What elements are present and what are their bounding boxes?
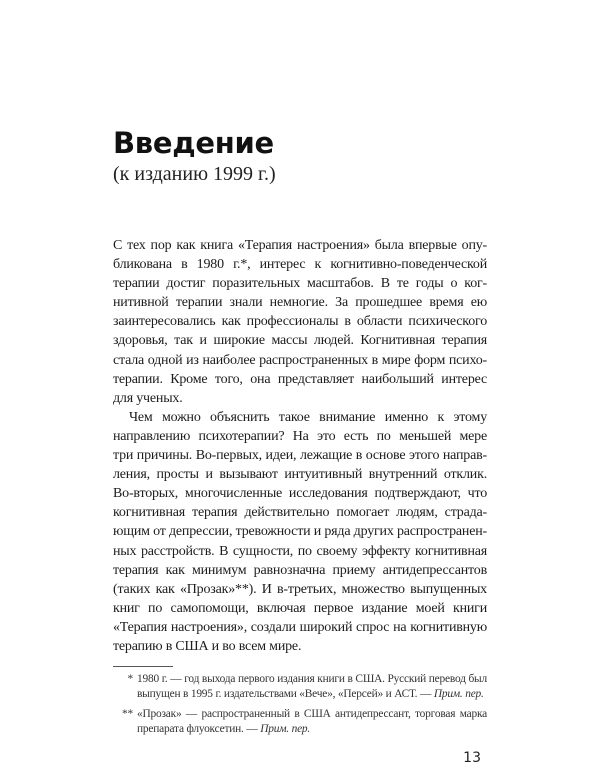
body-line: три причины. Во-первых, идеи, лежащие в основе этого направ-	[113, 448, 487, 464]
footnote-mark: *	[127, 673, 133, 686]
body-line: терапии. Кроме того, она представляет наибольший интерес	[113, 371, 487, 387]
translator-note: Прим. пер.	[260, 723, 311, 736]
footnote-text-block	[137, 707, 487, 737]
chapter-subtitle: (к изданию 1999 г.)	[113, 163, 276, 185]
body-line: Чем можно объяснить такое внимание именно к этому	[129, 409, 487, 425]
chapter-title: Введение	[113, 126, 274, 160]
body-line: здоровья, так и широкие массы людей. Когнитивная терапия	[113, 333, 487, 349]
body-line: нитивной терапии знали немногие. За прошедшее время ею	[113, 295, 487, 311]
body-line: терапия как минимум равнозначна приему антидепрессантов	[113, 562, 487, 578]
translator-note: Прим. пер.	[433, 688, 484, 701]
body-line: терапию в США и во всем мире.	[113, 638, 302, 654]
page-column	[113, 126, 487, 767]
body-line: «Терапия настроения», создали широкий спрос на когнитивную	[113, 619, 487, 635]
footnote-text: препарата флуоксетин. —	[137, 723, 258, 736]
body-line: ющим от депрессии, тревожности и ряда других распространен-	[113, 524, 487, 540]
body-line: стала одной из наиболее распространенных в мире форм психо-	[113, 352, 487, 368]
body-line: ления, просты и вызывают интуитивный внутренний отклик.	[113, 467, 487, 483]
body-line: ных расстройств. В сущности, по своему эффекту когнитивная	[113, 543, 487, 559]
body-line: терапии достиг поразительных масштабов. В те годы о ког-	[113, 276, 487, 292]
footnote-divider	[113, 666, 173, 667]
footnote-line	[137, 687, 487, 702]
body-line: направлению психотерапии? На это есть по меньшей мере	[113, 428, 487, 444]
body-line: книг по самопомощи, включая первое издание моей книги	[113, 600, 487, 616]
page-number: 13	[463, 750, 481, 767]
body-line: (таких как «Прозак»**). И в-третьих, множество выпущенных	[113, 581, 487, 597]
footnote-text-block	[137, 672, 487, 702]
body-text	[113, 236, 487, 656]
footnote-mark: **	[122, 708, 133, 721]
body-line: С тех пор как книга «Терапия настроения» была впервые опу-	[113, 238, 487, 253]
body-line: бликована в 1980 г.*, интерес к когнитивно-поведенческой	[113, 257, 487, 273]
footnote-line: «Прозак» — распространенный в США антидепрессант, торговая марка	[137, 708, 487, 721]
body-line: заинтересовались как профессионалы в области психического	[113, 314, 487, 330]
body-line: Во-вторых, многочисленные исследования подтверждают, что	[113, 486, 487, 502]
footnote-line: 1980 г. — год выхода первого издания книги в США. Русский перевод был	[137, 673, 487, 686]
body-line: для ученых.	[113, 390, 183, 406]
footnote-1	[113, 672, 487, 702]
footnote-text: выпущен в 1995 г. издательствами «Вече», «Персей» и АСТ. —	[137, 688, 432, 701]
footnote-line	[137, 722, 487, 737]
body-line: когнитивная терапия действительно помогает людям, страда-	[113, 505, 487, 521]
footnote-2	[113, 707, 487, 737]
